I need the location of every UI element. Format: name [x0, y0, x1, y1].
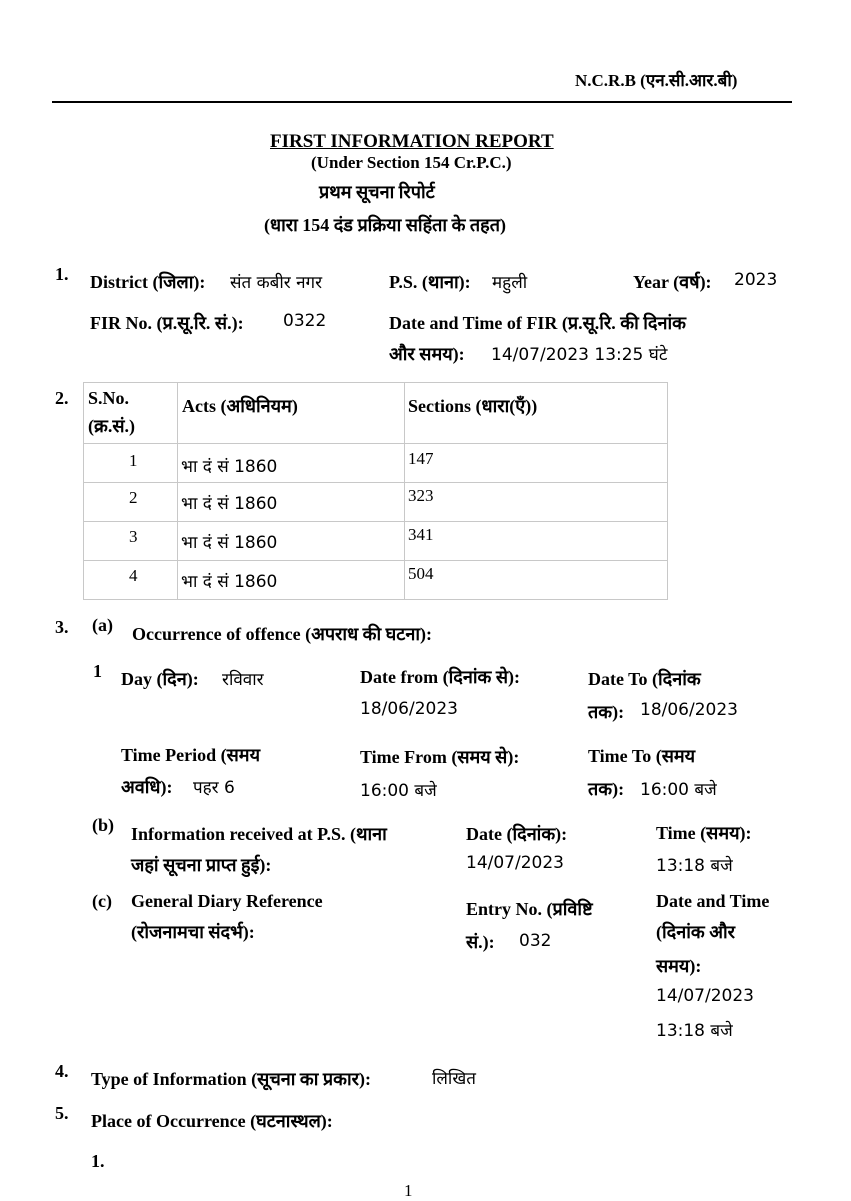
info-type-label: Type of Information (सूचना का प्रकार):	[91, 1069, 371, 1089]
page-number: 1	[404, 1181, 413, 1200]
entry-number-value: 032	[519, 931, 552, 951]
header-divider	[52, 101, 792, 103]
report-subtitle-en: (Under Section 154 Cr.P.C.)	[311, 153, 512, 172]
info-received-label: Information received at P.S. (थाना	[131, 824, 387, 844]
row-act: भा दं सं 1860	[181, 572, 278, 592]
info-date-value: 14/07/2023	[466, 853, 564, 873]
gd-time-value: 13:18 बजे	[656, 1021, 733, 1041]
row-sno: 1	[129, 451, 138, 470]
time-period-label-cont: अवधि):	[121, 777, 173, 797]
sections-header: Sections (धारा(एँ))	[408, 396, 538, 416]
gd-datetime-label-cont: समय):	[656, 956, 702, 976]
info-time-label: Time (समय):	[656, 823, 752, 843]
table-row	[84, 522, 668, 561]
row-act: भा दं सं 1860	[181, 533, 278, 553]
time-to-label-cont: तक):	[588, 779, 625, 799]
row-sno: 3	[129, 527, 138, 546]
sno-header-hi: (क्र.सं.)	[88, 416, 135, 436]
info-date-label: Date (दिनांक):	[466, 824, 568, 844]
year-label: Year (वर्ष):	[633, 272, 712, 292]
place-of-occurrence-label: Place of Occurrence (घटनास्थल):	[91, 1111, 333, 1131]
gd-reference-label-hi: (रोजनामचा संदर्भ):	[131, 922, 255, 942]
date-to-value: 18/06/2023	[640, 700, 738, 720]
section-4-number: 4.	[55, 1061, 69, 1081]
occurrence-label: Occurrence of offence (अपराध की घटना):	[132, 624, 432, 644]
info-time-value: 13:18 बजे	[656, 856, 733, 876]
occurrence-item-number: 1	[93, 661, 102, 681]
section-5-number: 5.	[55, 1103, 69, 1123]
row-section: 147	[408, 449, 434, 468]
ncrb-header: N.C.R.B (एन.सी.आर.बी)	[575, 71, 738, 90]
report-title-hi: प्रथम सूचना रिपोर्ट	[319, 182, 435, 202]
fir-datetime-label: Date and Time of FIR (प्र.सू.रि. की दिनांक	[389, 313, 686, 333]
date-to-label: Date To (दिनांक	[588, 669, 701, 689]
row-sno: 2	[129, 488, 138, 507]
time-to-value: 16:00 बजे	[640, 780, 717, 800]
subsection-a-label: (a)	[92, 615, 113, 635]
row-act: भा दं सं 1860	[181, 457, 278, 477]
info-received-label-cont: जहां सूचना प्राप्त हुई):	[131, 855, 272, 875]
row-section: 323	[408, 486, 434, 505]
time-from-label: Time From (समय से):	[360, 747, 520, 767]
time-to-label: Time To (समय	[588, 746, 696, 766]
time-from-value: 16:00 बजे	[360, 781, 437, 801]
year-value: 2023	[734, 270, 778, 290]
row-section: 504	[408, 564, 434, 583]
entry-number-label-cont: सं.):	[466, 932, 495, 952]
acts-sections-table	[83, 382, 668, 600]
report-subtitle-hi: (धारा 154 दंड प्रक्रिया सहिंता के तहत)	[264, 215, 506, 235]
date-from-value: 18/06/2023	[360, 699, 458, 719]
sno-header: S.No.	[88, 388, 130, 408]
section-1-number: 1.	[55, 264, 69, 284]
ps-value: महुली	[492, 273, 528, 293]
row-sno: 4	[129, 566, 138, 585]
fir-datetime-value: 14/07/2023 13:25 घंटे	[491, 345, 668, 365]
table-header-row	[84, 383, 668, 444]
entry-number-label: Entry No. (प्रविष्टि	[466, 899, 593, 919]
date-from-label: Date from (दिनांक से):	[360, 667, 520, 687]
row-section: 341	[408, 525, 434, 544]
acts-header: Acts (अधिनियम)	[182, 396, 298, 416]
gd-datetime-label-hi: (दिनांक और	[656, 922, 735, 942]
district-label: District (जिला):	[90, 272, 206, 292]
district-value: संत कबीर नगर	[230, 273, 323, 293]
ps-label: P.S. (थाना):	[389, 272, 471, 292]
time-period-value: पहर 6	[193, 778, 235, 798]
report-title-en: FIRST INFORMATION REPORT	[270, 131, 554, 152]
fir-number-value: 0322	[283, 311, 327, 331]
gd-reference-label: General Diary Reference	[131, 891, 323, 911]
section-2-number: 2.	[55, 388, 69, 408]
time-period-label: Time Period (समय	[121, 745, 261, 765]
gd-date-value: 14/07/2023	[656, 986, 754, 1006]
gd-datetime-label: Date and Time	[656, 891, 770, 911]
table-row	[84, 444, 668, 483]
subsection-b-label: (b)	[92, 815, 114, 835]
fir-datetime-label-cont: और समय):	[389, 344, 465, 364]
row-act: भा दं सं 1860	[181, 494, 278, 514]
date-to-label-cont: तक):	[588, 702, 625, 722]
section-3-number: 3.	[55, 617, 69, 637]
table-row	[84, 483, 668, 522]
place-item-number: 1.	[91, 1151, 105, 1171]
info-type-value: लिखित	[432, 1069, 476, 1089]
subsection-c-label: (c)	[92, 891, 112, 911]
table-row	[84, 561, 668, 600]
day-value: रविवार	[222, 670, 264, 690]
day-label: Day (दिन):	[121, 669, 199, 689]
fir-number-label: FIR No. (प्र.सू.रि. सं.):	[90, 313, 244, 333]
